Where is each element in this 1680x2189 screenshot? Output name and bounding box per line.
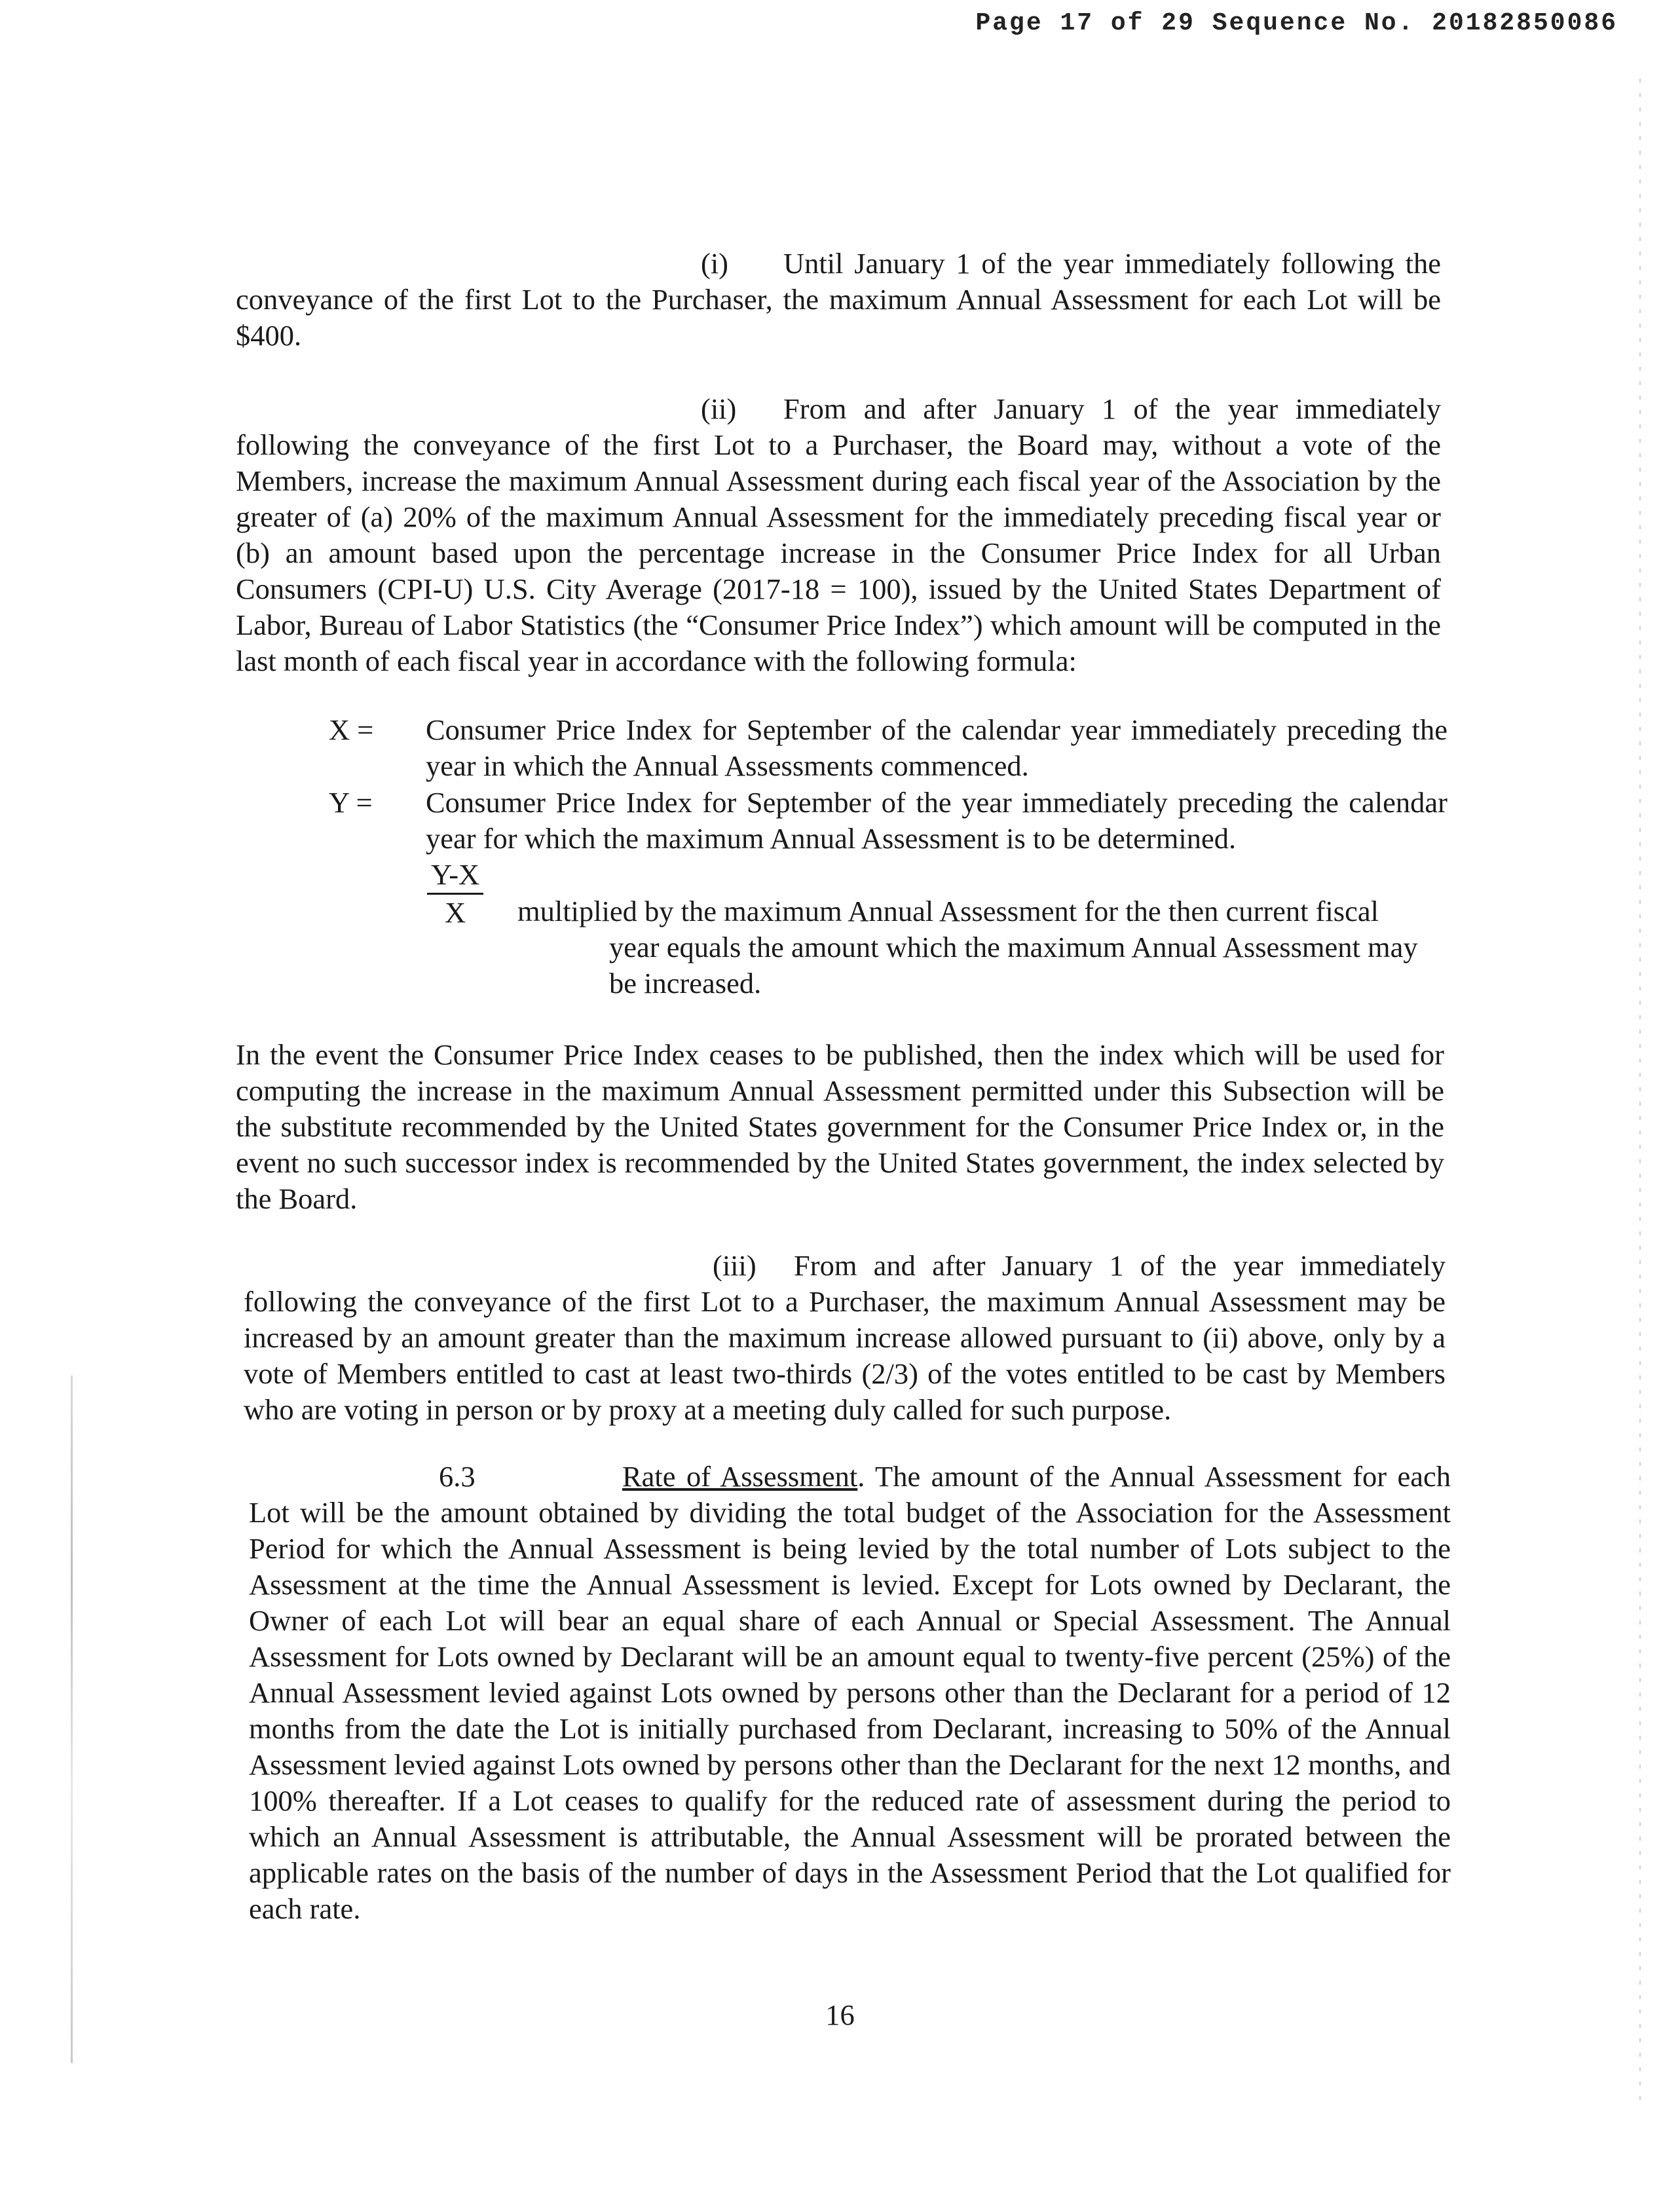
multiplied-line-2: year equals the amount which the maximum Annual Assessment may (609, 931, 1418, 964)
section-heading-suffix: . (857, 1460, 865, 1493)
formula-fraction (427, 857, 483, 931)
formula-x-text: Consumer Price Index for September of the calendar year immediately preceding the year in which the Annual Assessments commenced. (426, 713, 1447, 782)
formula-definition-x (0, 712, 1680, 785)
paragraph-subsection-i (236, 246, 1441, 354)
subsection-i-text: Until January 1 of the year immediately following the conveyance of the first Lot to the Purchaser, the maximum Annual Assessment for each Lot will be $400. (236, 247, 1441, 352)
paragraph-index-substitute (236, 1037, 1444, 1217)
scan-margin-line (71, 1375, 73, 2063)
section-heading: Rate of Assessment (622, 1460, 858, 1493)
multiplied-line-3: be increased. (609, 967, 762, 1000)
subsection-ii-text: From and after January 1 of the year immediately following the conveyance of the first Lot to a Purchaser, the Board may, without a vote of the Members, increase the maximum Annual Assessment during each fiscal year of the Association by the greater of (a) 20% of the maximum Annual Assessment for the immediately preceding fiscal year or (b) an amount based upon the percentage increase in the Consumer Price Index for all Urban Consumers (CPI-U) U.S. City Average (2017-18 = 100), issued by the United States Department of Labor, Bureau of Labor Statistics (the “Consumer Price Index”) which amount will be computed in the last month of each fiscal year in accordance with the following formula: (236, 392, 1441, 677)
formula-x-label: X = (329, 713, 374, 746)
formula-y-text: Consumer Price Index for September of the year immediately preceding the calendar year for which the maximum Annual Assessment is to be determined. (426, 786, 1447, 855)
formula-multiplied-clause (517, 893, 1447, 1001)
subsection-marker-i: (i) (701, 247, 729, 280)
fraction-denominator: X (445, 896, 466, 929)
page-sequence-stamp: Page 17 of 29 Sequence No. 20182850086 (975, 9, 1618, 37)
paragraph-section-6-3 (249, 1459, 1451, 1927)
subsection-marker-iii: (iii) (713, 1249, 756, 1282)
fraction-numerator: Y-X (427, 857, 483, 895)
multiplied-line-1: multiplied by the maximum Annual Assessment for the then current fiscal (517, 895, 1379, 927)
subsection-marker-ii: (ii) (701, 392, 737, 425)
formula-definition-y (0, 785, 1680, 858)
section-number: 6.3 (439, 1460, 476, 1493)
paragraph-subsection-ii (236, 391, 1441, 679)
subsection-iii-text: From and after January 1 of the year immediately following the conveyance of the first Lot to a Purchaser, the maximum Annual Assessment may be increased by an amount greater than the maximum increase allowed pursuant to (ii) above, only by a vote of Members entitled to cast at least two-thirds (2/3) of the votes entitled to be cast by Members who are voting in person or by proxy at a meeting duly called for such purpose. (244, 1249, 1446, 1426)
scan-edge-artifact (1639, 79, 1641, 2109)
section-6-3-text: The amount of the Annual Assessment for each Lot will be the amount obtained by dividing the total budget of the Association for the Assessment Period for which the Annual Assessment is being levied by the total number of Lots subject to the Assessment at the time the Annual Assessment is levied. Except for Lots owned by Declarant, the Owner of each Lot will bear an equal share of each Annual or Special Assessment. The Annual Assessment for Lots owned by Declarant will be an amount equal to twenty-five percent (25%) of the Annual Assessment levied against Lots owned by persons other than the Declarant for a period of 12 months from the date the Lot is initially purchased from Declarant, increasing to 50% of the Annual Assessment levied against Lots owned by persons other than the Declarant for the next 12 months, and 100% thereafter. If a Lot ceases to qualify for the reduced rate of assessment during the period to which an Annual Assessment is attributable, the Annual Assessment will be prorated between the applicable rates on the basis of the number of days in the Assessment Period that the Lot qualified for each rate. (249, 1460, 1451, 1925)
formula-y-label: Y = (329, 786, 373, 819)
page-number: 16 (825, 1998, 855, 2031)
index-substitute-text: In the event the Consumer Price Index ceases to be published, then the index which will be used for computing the increase in the maximum Annual Assessment permitted under this Subsection will be the substitute recommended by the United States government for the Consumer Price Index or, in the event no such successor index is recommended by the United States government, the index selected by the Board. (236, 1038, 1444, 1215)
paragraph-subsection-iii (244, 1248, 1446, 1428)
